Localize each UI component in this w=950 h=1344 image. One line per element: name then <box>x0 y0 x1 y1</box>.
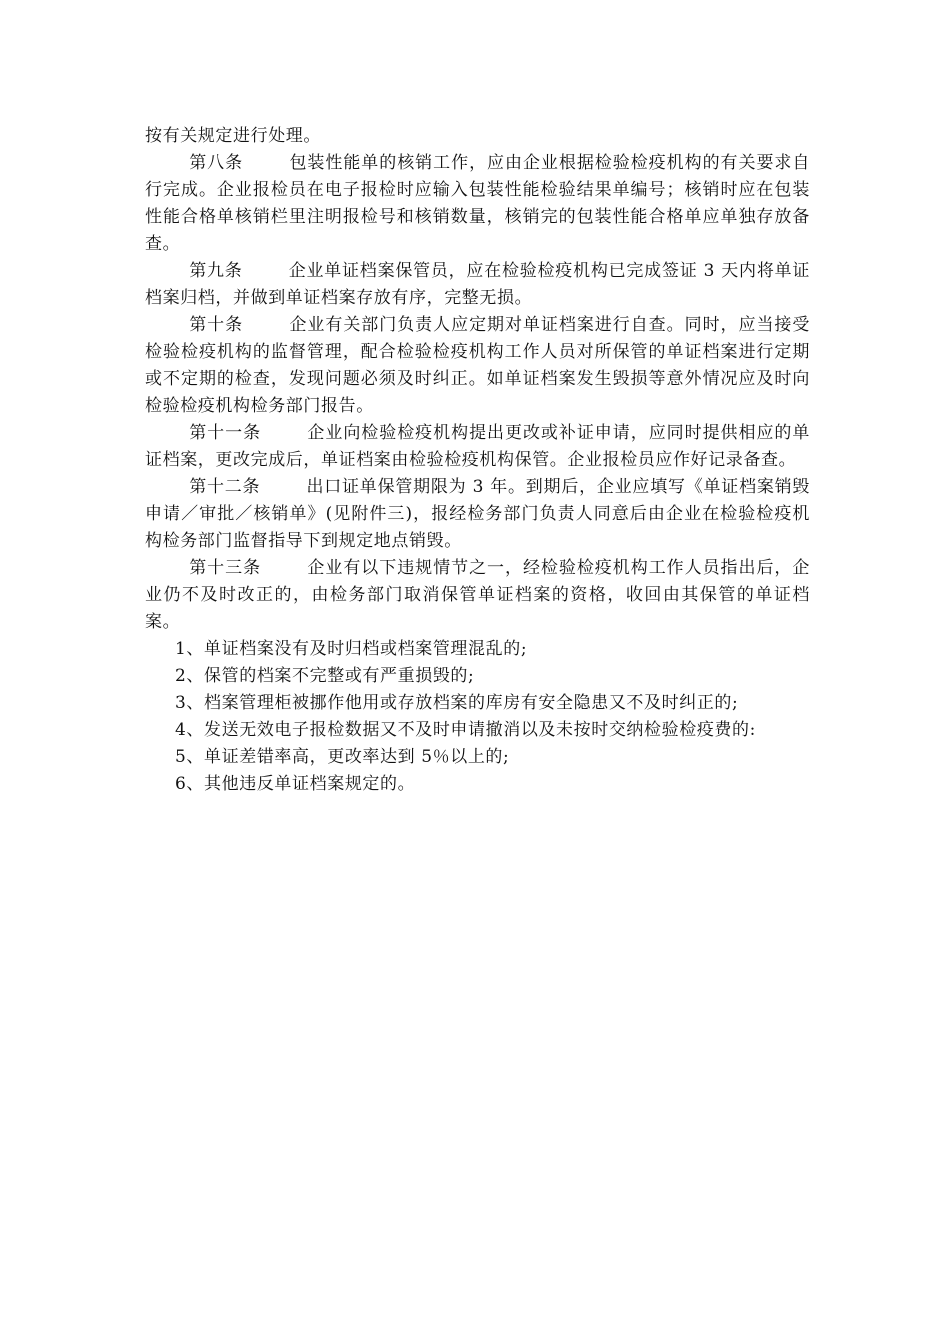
article-number: 第八条 <box>189 153 244 173</box>
article-13 <box>145 555 810 636</box>
article-9 <box>145 258 810 312</box>
article-number: 第十一条 <box>189 423 262 443</box>
article-number: 第九条 <box>189 261 243 281</box>
article-text: 企业有关部门负责人应定期对单证档案进行自查。同时，应当接受检验检疫机构的监督管理，配合检验检疫机构工作人员对所保管的单证档案进行定期或不定期的检查，发现问题必须及时纠正。如单证档案发生毁损等意外情况应及时向检验检疫机构检务部门报告。 <box>145 315 810 416</box>
document-body <box>145 123 810 798</box>
article-text: 企业向检验检疫机构提出更改或补证申请，应同时提供相应的单证档案，更改完成后，单证档案由检验检疫机构保管。企业报检员应作好记录备查。 <box>145 423 810 470</box>
list-item: 3、档案管理柜被挪作他用或存放档案的库房有安全隐患又不及时纠正的; <box>175 693 739 713</box>
article-12 <box>145 474 810 555</box>
article-text: 包装性能单的核销工作，应由企业根据检验检疫机构的有关要求自行完成。企业报检员在电子报检时应输入包装性能检验结果单编号；核销时应在包装性能合格单核销栏里注明报检号和核销数量，核销完的包装性能合格单应单独存放备查。 <box>145 153 810 254</box>
article-text: 企业单证档案保管员，应在检验检疫机构已完成签证 3 天内将单证档案归档，并做到单证档案存放有序，完整无损。 <box>145 261 810 308</box>
list-item: 5、单证差错率高，更改率达到 5％以上的; <box>175 747 510 767</box>
article-number: 第十二条 <box>189 477 261 497</box>
list-item: 4、发送无效电子报检数据又不及时申请撤消以及未按时交纳检验检疫费的: <box>175 720 756 740</box>
list-item: 1、单证档案没有及时归档或档案管理混乱的; <box>175 639 528 659</box>
article-11 <box>145 420 810 474</box>
article-number: 第十三条 <box>189 558 262 578</box>
lead-line: 按有关规定进行处理。 <box>145 126 321 146</box>
list-item: 2、保管的档案不完整或有严重损毁的; <box>175 666 475 686</box>
article-text: 出口证单保管期限为 3 年。到期后，企业应填写《单证档案销毁申请／审批／核销单》(见附件三)，报经检务部门负责人同意后由企业在检验检疫机构检务部门监督指导下到规定地点销毁。 <box>145 477 810 551</box>
list-item: 6、其他违反单证档案规定的。 <box>175 774 416 794</box>
article-8 <box>145 150 810 258</box>
article-10 <box>145 312 810 420</box>
article-number: 第十条 <box>189 315 244 335</box>
article-text: 企业有以下违规情节之一，经检验检疫机构工作人员指出后，企业仍不及时改正的，由检务部门取消保管单证档案的资格，收回由其保管的单证档案。 <box>145 558 810 632</box>
